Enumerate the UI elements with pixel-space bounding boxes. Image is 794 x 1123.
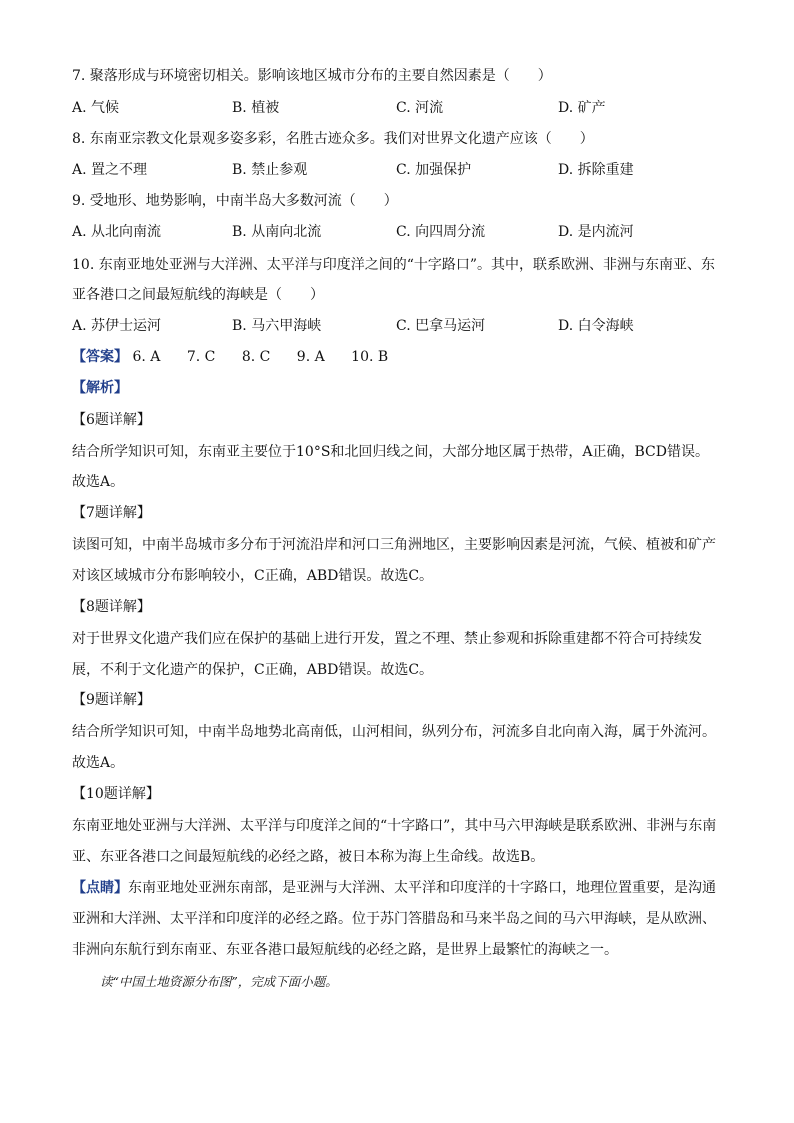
q7-option-c: C. 河流: [396, 100, 444, 116]
q7-option-a: A. 气候: [72, 100, 120, 116]
answer-item: 7. C: [186, 349, 216, 365]
q8-option-a: A. 置之不理: [72, 162, 148, 178]
detail-9-line1: 结合所学知识可知，中南半岛地势北高南低，山河相间，纵列分布，河流多自北向南入海，属于外流河。: [72, 724, 716, 740]
detail-8-label: 【8题详解】: [72, 599, 151, 615]
answer-item: 9. A: [296, 349, 325, 365]
question-8-stem: 8. 东南亚宗教文化景观多姿多彩，名胜古迹众多。我们对世界文化遗产应该（ ）: [72, 131, 594, 147]
q9-option-b: B. 从南向北流: [232, 224, 322, 240]
answer-item: 6. A: [132, 349, 161, 365]
detail-8-line1: 对于世界文化遗产我们应在保护的基础上进行开发，置之不理、禁止参观和拆除重建都不符合可持续发: [72, 631, 702, 647]
tip-line2: 亚洲和大洋洲、太平洋和印度洋的必经之路。位于苏门答腊岛和马来半岛之间的马六甲海峡，是从欧洲、: [72, 911, 716, 927]
question-10-stem-line2: 亚各港口之间最短航线的海峡是（ ）: [72, 287, 324, 303]
question-10-stem-line1: 10. 东南亚地处亚洲与大洋洲、太平洋与印度洋之间的“十字路口”。其中，联系欧洲、非洲与东南亚、东: [72, 257, 716, 273]
detail-7-label: 【7题详解】: [72, 505, 151, 521]
answer-item: 10. B: [351, 349, 389, 365]
question-9-stem: 9. 受地形、地势影响，中南半岛大多数河流（ ）: [72, 193, 398, 209]
tip-line3: 非洲向东航行到东南亚、东亚各港口最短航线的必经之路，是世界上最繁忙的海峡之一。: [72, 942, 618, 958]
q8-option-d: D. 拆除重建: [558, 162, 634, 178]
q9-option-d: D. 是内流河: [558, 224, 634, 240]
question-7-stem: 7. 聚落形成与环境密切相关。影响该地区城市分布的主要自然因素是（ ）: [72, 68, 552, 84]
analysis-label: 【解析】: [72, 380, 128, 396]
answer-label: 【答案】: [72, 349, 128, 365]
q9-option-c: C. 向四周分流: [396, 224, 486, 240]
tip-label: 【点睛】: [72, 880, 128, 896]
detail-6-line1: 结合所学知识可知，东南亚主要位于10°S和北回归线之间，大部分地区属于热带，A正确，BCD错误。: [72, 444, 709, 460]
q8-option-b: B. 禁止参观: [232, 162, 308, 178]
detail-10-line2: 亚、东亚各港口之间最短航线的必经之路，被日本称为海上生命线。故选B。: [72, 849, 545, 865]
detail-9-line2: 故选A。: [72, 755, 125, 771]
q7-option-b: B. 植被: [232, 100, 280, 116]
q10-option-d: D. 白令海峡: [558, 318, 634, 334]
q9-option-a: A. 从北向南流: [72, 224, 162, 240]
q8-option-c: C. 加强保护: [396, 162, 472, 178]
next-section-intro: 读“中国土地资源分布图”，完成下面小题。: [100, 974, 338, 989]
q10-option-a: A. 苏伊士运河: [72, 318, 162, 334]
q7-option-d: D. 矿产: [558, 100, 606, 116]
answer-item: 8. C: [241, 349, 271, 365]
tip-text: 东南亚地处亚洲东南部，是亚洲与大洋洲、太平洋和印度洋的十字路口，地理位置重要，是沟通: [128, 880, 716, 896]
detail-6-label: 【6题详解】: [72, 412, 151, 428]
q10-option-c: C. 巴拿马运河: [396, 318, 486, 334]
detail-10-line1: 东南亚地处亚洲与大洋洲、太平洋与印度洋之间的“十字路口”，其中马六甲海峡是联系欧洲、非洲与东南: [72, 818, 717, 834]
tip-line1: [72, 878, 716, 898]
detail-8-line2: 展，不利于文化遗产的保护，C正确，ABD错误。故选C。: [72, 662, 434, 678]
answer-row: [72, 347, 410, 367]
detail-7-line1: 读图可知，中南半岛城市多分布于河流沿岸和河口三角洲地区，主要影响因素是河流，气候、植被和矿产: [72, 537, 716, 553]
detail-10-label: 【10题详解】: [72, 786, 160, 802]
q10-option-b: B. 马六甲海峡: [232, 318, 322, 334]
detail-9-label: 【9题详解】: [72, 692, 151, 708]
detail-7-line2: 对该区域城市分布影响较小，C正确，ABD错误。故选C。: [72, 568, 434, 584]
detail-6-line2: 故选A。: [72, 474, 125, 490]
